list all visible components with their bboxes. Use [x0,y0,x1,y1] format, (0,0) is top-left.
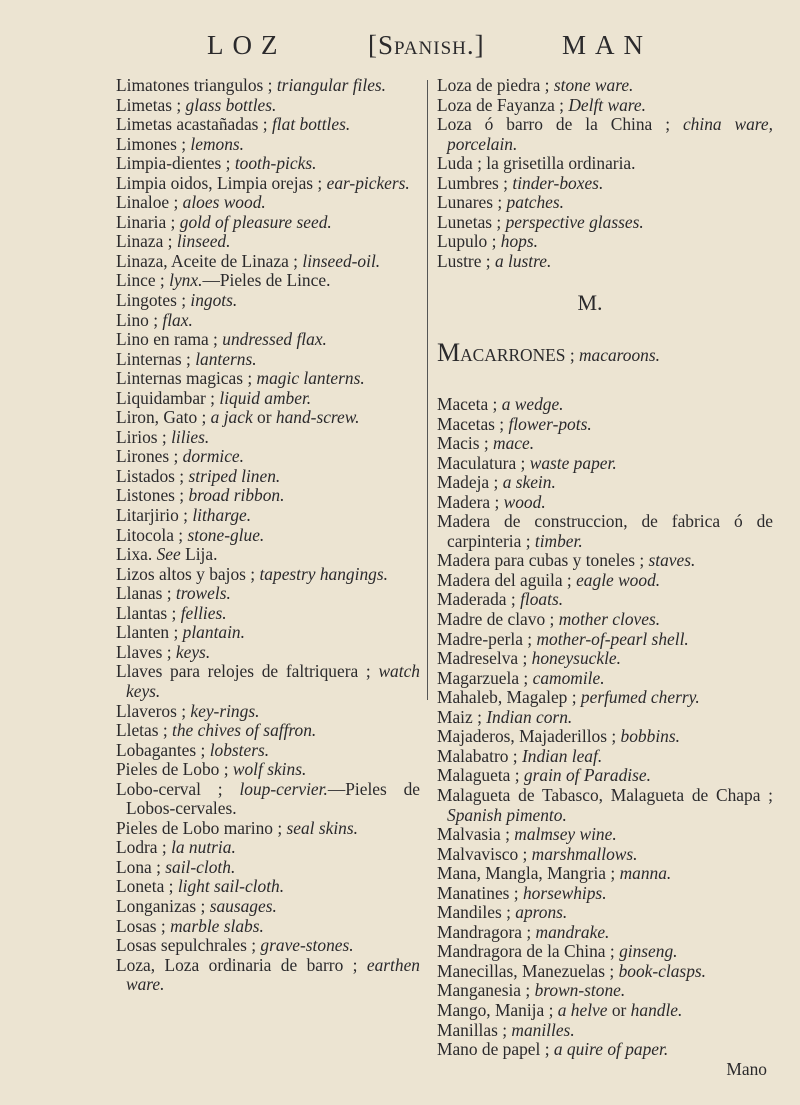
dictionary-entry [116,232,420,252]
page-header: LOZ [Spanish.] MAN [207,30,653,60]
dictionary-entry [116,408,420,428]
spanish-term: Linaza, Aceite de Linaza ; [116,250,303,271]
english-gloss: waste paper. [529,452,617,473]
english-gloss: magic lanterns. [256,368,365,389]
english-gloss: aprons. [515,902,568,923]
spanish-term: Mandragora de la China ; [437,941,620,962]
spanish-term: Longanizas ; [116,895,210,916]
spanish-term: Malvavisco ; [437,843,532,864]
english-gloss: ingots. [190,290,238,311]
dictionary-entry [437,571,773,591]
dictionary-entry [437,76,773,96]
dictionary-entry [116,213,420,233]
spanish-term: Magarzuela ; [437,667,533,688]
spanish-term: Madera del aguila ; [437,569,577,590]
spanish-term: Llanten ; [116,622,183,643]
dictionary-entry [116,252,420,272]
dictionary-entry [437,649,773,669]
english-gloss: keys. [175,641,211,662]
spanish-term: Malagueta de Tabasco, Malagueta de Chapa ; [437,784,773,805]
english-gloss: the chives of saffron. [172,720,317,741]
spanish-term: Pieles de Lobo ; [116,759,233,780]
dictionary-entry [116,936,420,956]
english-gloss: Indian corn. [486,706,573,727]
spanish-term: Lija. [180,544,218,565]
spanish-term: Losas ; [116,915,171,936]
english-gloss: earthen ware. [126,954,420,995]
spanish-term: Madeja ; [437,472,503,493]
spanish-term: Madera de construccion, de fabrica ó de carpinteria ; [437,511,773,551]
dictionary-entry [116,565,420,585]
spanish-term: Linaza ; [116,231,177,252]
dictionary-entry [116,545,420,565]
dictionary-entry [116,467,420,487]
dictionary-entry [116,858,420,878]
right-column [437,76,773,1079]
english-gloss: liquid amber. [219,387,312,408]
spanish-term: Macetas ; [437,413,509,434]
spanish-term: Lirones ; [116,446,183,467]
english-gloss: a wedge. [501,394,564,415]
spanish-term: Limetas ; [116,94,186,115]
dictionary-entry [116,643,420,663]
english-gloss: lynx. [169,270,203,291]
header-left-guideword: LOZ [207,30,287,60]
spanish-term: Liron, Gato ; [116,407,211,428]
dictionary-entry [116,877,420,897]
english-gloss: lobsters. [209,739,270,760]
spanish-term: Malvasia ; [437,824,515,845]
english-gloss: stone-glue. [187,524,265,545]
spanish-term: Loza de Fayanza ; [437,94,569,115]
dictionary-entry [116,506,420,526]
spanish-term: or [607,999,631,1020]
spanish-term: Mandiles ; [437,902,516,923]
english-gloss: a helve [557,999,608,1020]
dictionary-entry [116,604,420,624]
spanish-term: Manecillas, Manezuelas ; [437,960,619,981]
english-gloss: wolf skins. [232,759,307,780]
dictionary-entry [437,1021,773,1041]
english-gloss: ginseng. [619,941,678,962]
spanish-term: Linternas ; [116,348,196,369]
spanish-term: Llaveros ; [116,700,191,721]
spanish-term: Lunetas ; [437,211,506,232]
spanish-term: Linternas magicas ; [116,368,257,389]
english-gloss: light sail-cloth. [177,876,285,897]
english-gloss: handle. [630,999,683,1020]
dictionary-entry [116,526,420,546]
spanish-term: Majaderos, Majaderillos ; [437,726,621,747]
english-gloss: china ware, porcelain. [447,114,773,154]
dictionary-entry [437,193,773,213]
spanish-term: Llantas ; [116,602,181,623]
dictionary-entry [437,473,773,493]
spanish-term: Lustre ; [437,250,495,271]
dictionary-entry [116,389,420,409]
spanish-term: Linaria ; [116,211,180,232]
english-gloss: a skein. [502,472,556,493]
spanish-term: Manillas ; [437,1019,512,1040]
dictionary-entry [116,956,420,995]
spanish-term: Mango, Manija ; [437,999,558,1020]
english-gloss: marble slabs. [170,915,264,936]
spanish-term: Lupulo ; [437,231,501,252]
dictionary-entry [116,330,420,350]
english-gloss: Spanish pimento. [447,804,567,825]
spanish-term: Madera para cubas y toneles ; [437,550,649,571]
spanish-term: Llaves ; [116,641,176,662]
english-gloss: mother cloves. [558,609,661,630]
dictionary-entry [116,96,420,116]
spanish-term: Loza, Loza ordinaria de barro ; [116,954,367,975]
spanish-term: Madre-perla ; [437,628,537,649]
english-gloss: grave-stones. [260,935,354,956]
spanish-term: Losas sepulchrales ; [116,935,261,956]
english-gloss: sail-cloth. [165,856,236,877]
spanish-term: Maderada ; [437,589,521,610]
spanish-term: Lino ; [116,309,163,330]
english-gloss: flat bottles. [271,114,351,135]
dictionary-entry [437,115,773,154]
spanish-term: —Pieles de Lince. [202,270,331,291]
dictionary-entry [437,434,773,454]
dictionary-entry [116,447,420,467]
spanish-term: Mano de papel ; [437,1039,554,1060]
english-gloss: mandrake. [535,921,610,942]
dictionary-entry [116,760,420,780]
spanish-term: Mana, Mangla, Mangria ; [437,863,620,884]
spanish-term: Liquidambar ; [116,387,220,408]
dictionary-entry [437,766,773,786]
dictionary-entry [116,135,420,155]
spanish-term: Pieles de Lobo marino ; [116,817,287,838]
english-gloss: tooth-picks. [234,153,317,174]
dictionary-entry [116,291,420,311]
dictionary-entry [437,903,773,923]
english-gloss: loup-cervier. [239,778,328,799]
english-gloss: mace. [493,433,535,454]
spanish-term: Linaloe ; [116,192,183,213]
dictionary-entry [116,917,420,937]
right-column-m-entries [437,395,773,1060]
catchword: Mano [726,1058,767,1079]
spanish-term: Madera ; [437,491,504,512]
spanish-term: Manatines ; [437,882,523,903]
english-gloss: ear-pickers. [326,172,410,193]
english-gloss: a quire of paper. [553,1039,669,1060]
spanish-term: Limatones triangulos ; [116,75,277,95]
dictionary-entry [437,395,773,415]
english-gloss: hand-screw. [275,407,360,428]
dictionary-entry [437,845,773,865]
column-divider [427,80,428,700]
dictionary-entry [437,708,773,728]
dictionary-entry [437,747,773,767]
spanish-term: Llanas ; [116,583,176,604]
english-gloss: triangular files. [276,75,387,95]
section-letter: M. [577,290,603,316]
spanish-term: Lobo-cerval ; [116,778,240,799]
spanish-term: Loneta ; [116,876,178,897]
spanish-term: Limones ; [116,133,191,154]
dictionary-entry [116,154,420,174]
spanish-term: Litarjirio ; [116,505,193,526]
dictionary-entry [437,154,773,174]
english-gloss: fellies. [180,602,227,623]
english-gloss: plantain. [182,622,245,643]
spanish-term: Luda ; la grisetilla ordinaria. [437,153,636,174]
english-gloss: aloes wood. [182,192,266,213]
dictionary-entry [437,864,773,884]
dictionary-entry [116,428,420,448]
english-gloss: glass bottles. [185,94,277,115]
dictionary-entry [116,486,420,506]
spanish-term: Mahaleb, Magalep ; [437,687,581,708]
dictionary-entry [116,741,420,761]
english-gloss: watch keys. [126,661,420,701]
dictionary-entry [116,838,420,858]
dictionary-entry [437,688,773,708]
english-gloss: camomile. [532,667,605,688]
dictionary-entry [437,610,773,630]
english-gloss: seal skins. [286,817,358,838]
right-column-l-entries [437,76,773,271]
spanish-term: Lino en rama ; [116,329,223,350]
spanish-term: Litocola ; [116,524,188,545]
dictionary-entry [437,962,773,982]
english-gloss: wood. [503,491,546,512]
dictionary-entry [437,923,773,943]
spanish-term: Lumbres ; [437,172,513,193]
english-gloss: See [156,544,181,565]
dictionary-entry [437,415,773,435]
english-gloss: flower-pots. [508,413,592,434]
dictionary-entry [437,590,773,610]
english-gloss: la nutria. [171,837,236,858]
spanish-term: Malabatro ; [437,745,522,766]
dictionary-entry [116,174,420,194]
english-gloss: undressed flax. [222,329,327,350]
dictionary-entry [437,825,773,845]
header-right-guideword: MAN [562,30,653,60]
spanish-term: Lunares ; [437,192,507,213]
english-gloss: timber. [534,530,583,551]
english-gloss: hops. [500,231,538,252]
english-gloss: bobbins. [620,726,680,747]
spanish-term: Maceta ; [437,394,502,415]
english-gloss: malmsey wine. [514,824,617,845]
dictionary-entry [437,1001,773,1021]
english-gloss: trowels. [175,583,231,604]
spanish-term: —Pieles de Lobos-cervales. [126,778,420,819]
dictionary-entry [437,96,773,116]
first-m-entry: MACARRONES ; macaroons. [437,338,660,368]
dictionary-entry [116,702,420,722]
english-gloss: dormice. [182,446,244,467]
dictionary-entry [116,623,420,643]
dictionary-entry [437,630,773,650]
english-gloss: linseed. [176,231,231,252]
spanish-term: Loza de piedra ; [437,75,554,95]
spanish-term: Lizos altos y bajos ; [116,563,260,584]
english-gloss: lilies. [171,426,210,447]
dictionary-entry [437,454,773,474]
spanish-term: Lodra ; [116,837,172,858]
spanish-term: Macis ; [437,433,494,454]
english-gloss: manna. [619,863,672,884]
english-gloss: stone ware. [553,75,634,95]
english-gloss: brown-stone. [534,980,626,1001]
spanish-term: Llaves para relojes de faltriquera ; [116,661,379,682]
spanish-term: Madreselva ; [437,648,532,669]
dictionary-entry [437,174,773,194]
dictionary-entry [437,727,773,747]
dictionary-entry [437,213,773,233]
dictionary-entry [116,193,420,213]
dictionary-entry [116,369,420,389]
spanish-term: Lletas ; [116,720,173,741]
left-column [116,76,420,995]
dictionary-entry [437,981,773,1001]
english-gloss: mother-of-pearl shell. [536,628,689,649]
spanish-term: Limpia oidos, Limpia orejas ; [116,172,327,193]
english-gloss: perspective glasses. [505,211,644,232]
dictionary-entry [116,76,420,96]
dictionary-entry [116,662,420,701]
dictionary-entry [437,942,773,962]
spanish-term: Maiz ; [437,706,487,727]
english-gloss: grain of Paradise. [523,765,651,786]
english-gloss: lemons. [190,133,245,154]
dictionary-entry [116,897,420,917]
english-gloss: lanterns. [195,348,257,369]
spanish-term: or [252,407,276,428]
english-gloss: floats. [520,589,564,610]
dictionary-entry [437,669,773,689]
dictionary-entry [116,271,420,291]
dictionary-entry [437,1040,773,1060]
spanish-term: Listones ; [116,485,189,506]
english-gloss: book-clasps. [618,960,706,981]
dictionary-entry [116,780,420,819]
english-gloss: linseed-oil. [302,250,381,271]
spanish-term: Malagueta ; [437,765,524,786]
dictionary-entry [116,584,420,604]
spanish-term: Mandragora ; [437,921,536,942]
english-gloss: a jack [210,407,253,428]
english-gloss: horsewhips. [522,882,607,903]
english-gloss: tinder-boxes. [512,172,604,193]
english-gloss: Indian leaf. [522,745,603,766]
english-gloss: striped linen. [188,465,281,486]
spanish-term: Manganesia ; [437,980,535,1001]
english-gloss: broad ribbon. [188,485,285,506]
english-gloss: tapestry hangings. [259,563,388,584]
english-gloss: flax. [162,309,193,330]
english-gloss: eagle wood. [576,569,661,590]
english-gloss: a lustre. [494,250,552,271]
english-gloss: perfumed cherry. [580,687,700,708]
english-gloss: gold of pleasure seed. [179,211,332,232]
spanish-term: Madre de clavo ; [437,609,559,630]
spanish-term: Listados ; [116,465,189,486]
dictionary-entry [437,786,773,825]
dictionary-entry [437,512,773,551]
dictionary-entry [116,819,420,839]
dictionary-entry [437,884,773,904]
english-gloss: patches. [506,192,565,213]
english-gloss: Delft ware. [568,94,646,115]
dictionary-entry [116,311,420,331]
english-gloss: key-rings. [190,700,260,721]
dictionary-entry [437,252,773,272]
english-gloss: staves. [648,550,696,571]
spanish-term: Lirios ; [116,426,172,447]
english-gloss: litharge. [192,505,252,526]
spanish-term: Lona ; [116,856,166,877]
dictionary-entry [437,551,773,571]
spanish-term: Limpia-dientes ; [116,153,235,174]
spanish-term: Limetas acastañadas ; [116,114,272,135]
english-gloss: manilles. [511,1019,575,1040]
spanish-term: Maculatura ; [437,452,530,473]
english-gloss: sausages. [209,895,277,916]
english-gloss: honeysuckle. [531,648,621,669]
dictionary-entry [437,232,773,252]
spanish-term: Loza ó barro de la China ; [437,114,683,135]
spanish-term: Lobagantes ; [116,739,210,760]
spanish-term: Lince ; [116,270,170,291]
dictionary-entry [116,115,420,135]
dictionary-entry [437,493,773,513]
dictionary-entry [116,721,420,741]
english-gloss: marshmallows. [531,843,638,864]
spanish-term: Lixa. [116,544,157,565]
dictionary-entry [116,350,420,370]
spanish-term: Lingotes ; [116,290,191,311]
